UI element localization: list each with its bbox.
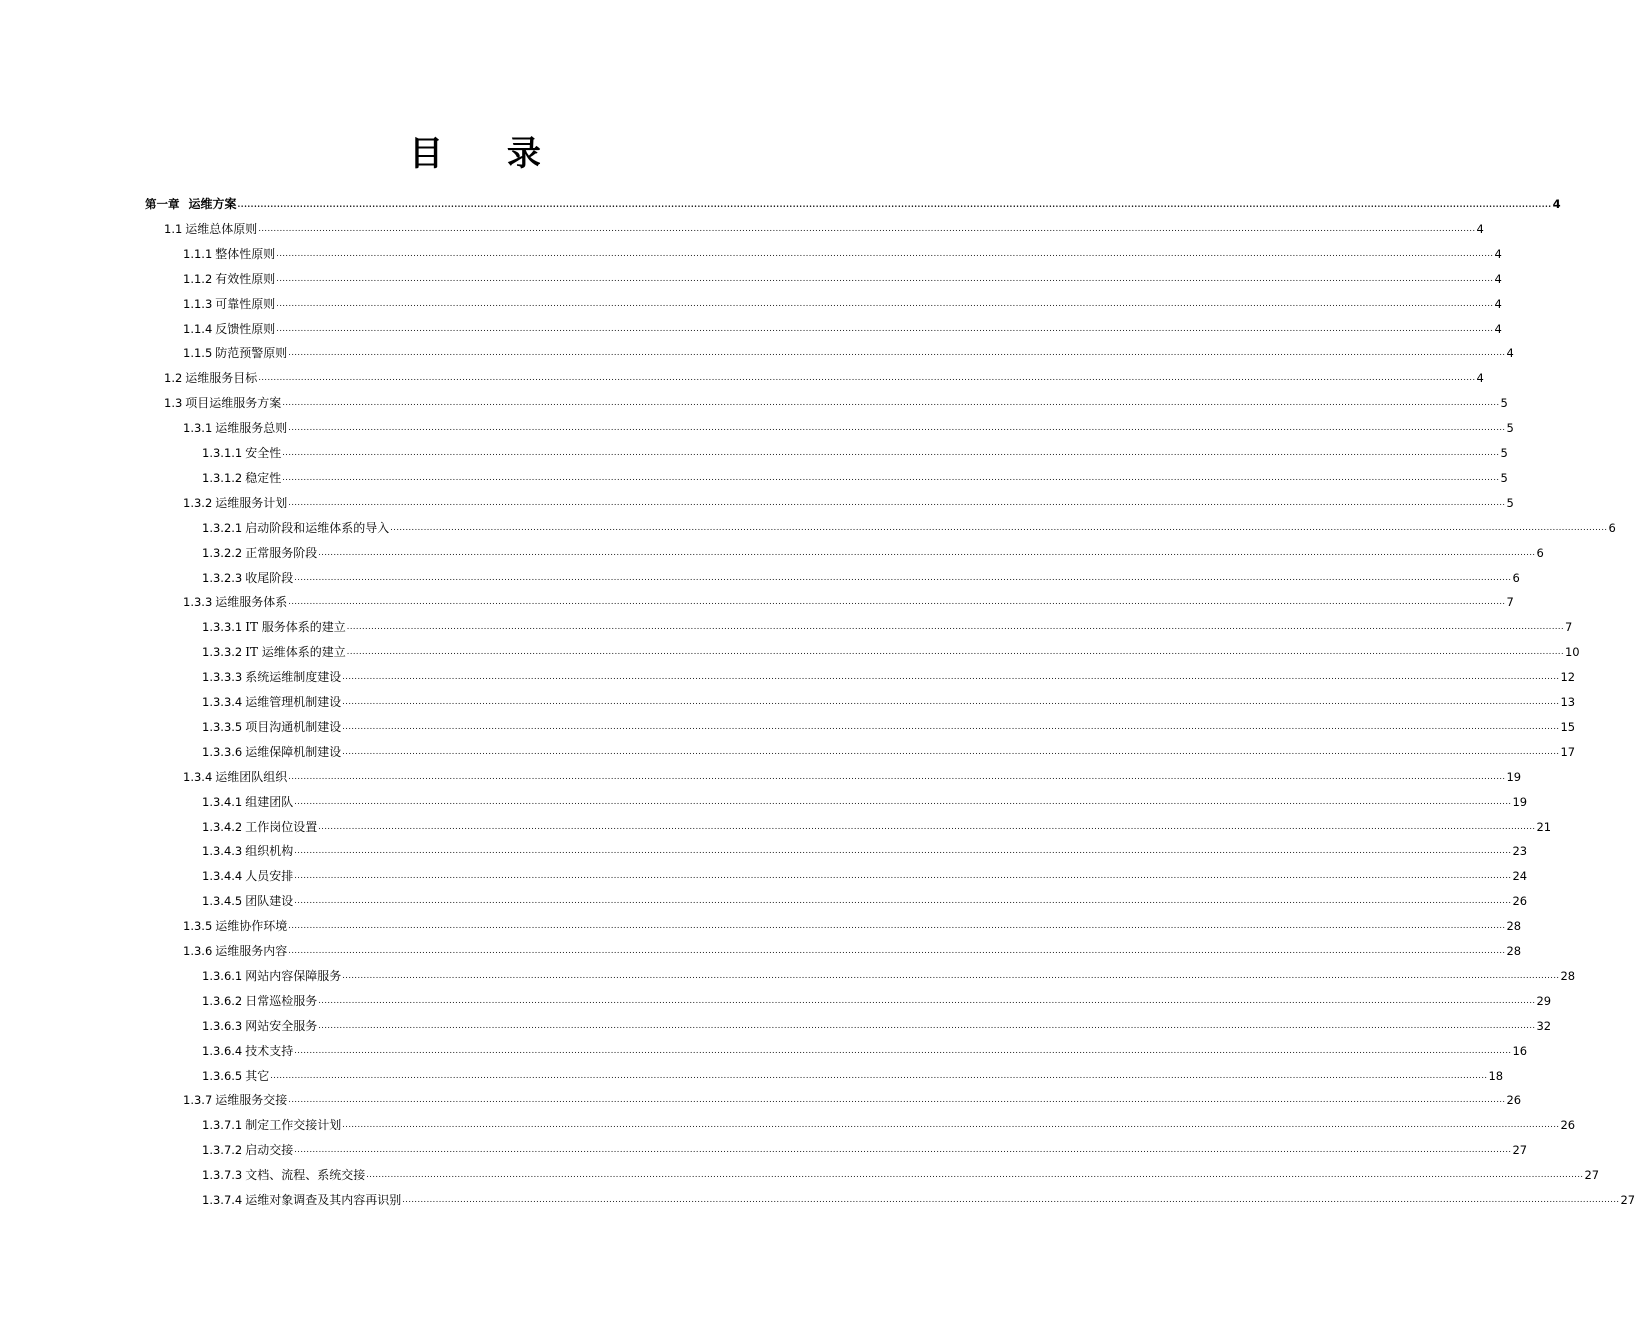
toc-leader-dots: ................................................................................................................................................................................................................................................................................................................................................................................................................ [318, 1020, 1536, 1030]
toc-entry[interactable] [183, 294, 1502, 314]
toc-entry-text: 运维服务计划 [215, 495, 288, 510]
toc-entry-label [202, 792, 293, 812]
toc-entry-number: 1.3.4.1 [202, 794, 243, 809]
toc-entry-number: 1.1 [164, 221, 183, 236]
toc-entry-text: 稳定性 [245, 470, 282, 485]
toc-entry-text: 安全性 [245, 446, 282, 460]
toc-page-number: 12 [1560, 670, 1576, 685]
toc-entry-number: 1.3.4.3 [202, 844, 243, 859]
toc-entry[interactable] [183, 493, 1514, 513]
toc-entry[interactable] [202, 717, 1576, 737]
toc-entry[interactable] [202, 792, 1528, 812]
toc-leader-dots: ................................................................................................................................................................................................................................................................................................................................................................................................................ [346, 622, 1564, 632]
toc-page-number: 5 [1500, 396, 1508, 411]
toc-entry-label [202, 841, 293, 861]
toc-entry[interactable] [202, 1190, 1635, 1210]
toc-entry[interactable] [164, 368, 1484, 388]
toc-leader-dots: ................................................................................................................................................................................................................................................................................................................................................................................................................ [270, 1070, 1488, 1080]
toc-entry[interactable] [202, 617, 1573, 637]
toc-entry-label [202, 642, 346, 662]
toc-entry-number: 1.3.3.3 [202, 670, 243, 685]
toc-entry-number: 1.1.3 [183, 296, 213, 311]
toc-entry[interactable] [183, 916, 1522, 936]
toc-entry-text: 运维管理机制建设 [245, 695, 342, 709]
toc-page-number: 15 [1560, 719, 1576, 734]
toc-page-number: 4 [1552, 197, 1561, 211]
toc-entry-label [183, 244, 275, 264]
toc-page-number: 4 [1494, 321, 1502, 336]
toc-entry-text: 运维总体原则 [185, 221, 258, 236]
toc-entry-text: IT 运维体系的建立 [245, 645, 346, 660]
toc-entry[interactable] [202, 817, 1552, 837]
toc-entry-label [183, 294, 275, 314]
toc-leader-dots: ................................................................................................................................................................................................................................................................................................................................................................................................................ [346, 647, 1564, 657]
toc-entry-number: 1.3.2 [183, 495, 213, 510]
toc-entry[interactable] [183, 244, 1502, 264]
toc-entry-text: 有效性原则 [215, 271, 276, 286]
toc-leader-dots: ................................................................................................................................................................................................................................................................................................................................................................................................................ [294, 846, 1512, 856]
toc-leader-dots: ................................................................................................................................................................................................................................................................................................................................................................................................................ [288, 597, 1506, 607]
toc-entry-number: 1.3 [164, 396, 183, 411]
toc-page-number: 28 [1506, 919, 1522, 934]
toc-entry-label [183, 767, 287, 787]
toc-entry-label [202, 1016, 317, 1036]
toc-entry[interactable] [183, 269, 1502, 289]
toc-entry-number: 1.3.7.1 [202, 1118, 243, 1133]
toc-entry-number: 1.2 [164, 371, 183, 386]
toc-entry[interactable] [202, 543, 1544, 563]
toc-leader-dots: ................................................................................................................................................................................................................................................................................................................................................................................................................ [276, 298, 1494, 308]
toc-leader-dots: ................................................................................................................................................................................................................................................................................................................................................................................................................ [288, 1095, 1506, 1105]
toc-entry-number: 1.3.3.4 [202, 695, 243, 709]
toc-entry-text: 组建团队 [245, 794, 294, 809]
toc-entry[interactable] [202, 1115, 1576, 1135]
toc-leader-dots: ................................................................................................................................................................................................................................................................................................................................................................................................................ [342, 697, 1560, 706]
toc-entry-text: 运维团队组织 [215, 769, 288, 784]
toc-leader-dots: ................................................................................................................................................................................................................................................................................................................................................................................................................ [282, 448, 1500, 457]
toc-entry-number: 1.3.6.3 [202, 1018, 243, 1033]
toc-page-number: 19 [1506, 769, 1522, 784]
toc-page-number: 26 [1506, 1093, 1522, 1108]
toc-entry[interactable] [183, 319, 1502, 339]
toc-entry-number: 1.3.4.4 [202, 869, 243, 884]
toc-page-number: 6 [1536, 545, 1544, 560]
toc-page-number: 4 [1494, 296, 1502, 311]
toc-leader-dots: ................................................................................................................................................................................................................................................................................................................................................................................................................ [288, 771, 1506, 781]
toc-entry-label [145, 194, 237, 214]
toc-leader-dots: ................................................................................................................................................................................................................................................................................................................................................................................................................ [288, 348, 1506, 358]
toc-entry-label [164, 219, 257, 239]
toc-entry-number: 第一章 [145, 197, 180, 211]
toc-entry-text: 可靠性原则 [215, 296, 276, 311]
toc-leader-dots: ................................................................................................................................................................................................................................................................................................................................................................................................................ [402, 1195, 1620, 1204]
toc-leader-dots: ................................................................................................................................................................................................................................................................................................................................................................................................................ [342, 721, 1560, 731]
toc-page-number: 32 [1536, 1018, 1552, 1033]
toc-entry-number: 1.3.1.2 [202, 470, 243, 485]
toc-entry[interactable] [202, 518, 1616, 538]
toc-entry-label [183, 916, 287, 936]
toc-entry[interactable] [183, 418, 1514, 438]
toc-leader-dots: ................................................................................................................................................................................................................................................................................................................................................................................................................ [294, 871, 1512, 881]
toc-page-number: 5 [1506, 421, 1514, 436]
toc-page-number: 5 [1500, 470, 1508, 485]
toc-page-number: 4 [1476, 221, 1484, 236]
toc-entry-label [202, 1190, 401, 1210]
toc-entry-number: 1.3.6.1 [202, 968, 243, 983]
toc-entry[interactable] [183, 941, 1522, 961]
toc-entry[interactable] [202, 1165, 1600, 1185]
toc-leader-dots: ................................................................................................................................................................................................................................................................................................................................................................................................................ [294, 1145, 1512, 1155]
toc-entry-number: 1.3.3.6 [202, 744, 243, 759]
toc-entry-label [183, 343, 287, 363]
toc-entry-label [202, 1165, 365, 1185]
toc-leader-dots: ................................................................................................................................................................................................................................................................................................................................................................................................................ [258, 373, 1476, 383]
toc-entry-number: 1.1.1 [183, 246, 213, 261]
toc-entry-label [164, 393, 281, 413]
toc-entry-text: 反馈性原则 [215, 321, 276, 336]
toc-entry[interactable] [202, 841, 1528, 861]
toc-page-number: 17 [1560, 744, 1576, 759]
toc-page-number: 28 [1506, 944, 1522, 958]
toc-leader-dots: ................................................................................................................................................................................................................................................................................................................................................................................................................ [288, 921, 1506, 931]
toc-page-number: 26 [1512, 894, 1528, 909]
toc-entry-label [183, 941, 287, 961]
toc-entry-label [202, 1115, 341, 1135]
toc-leader-dots: ................................................................................................................................................................................................................................................................................................................................................................................................................ [294, 572, 1512, 582]
toc-entry-text: 工作岗位设置 [245, 819, 318, 834]
toc-entry-label [183, 269, 275, 289]
toc-entry-text: 防范预警原则 [215, 346, 288, 361]
toc-entry-text: 运维服务总则 [215, 421, 288, 436]
toc-entry-label [164, 368, 257, 388]
toc-entry-number: 1.3.7.4 [202, 1193, 243, 1207]
toc-entry[interactable] [202, 866, 1528, 886]
toc-entry-text: 系统运维制度建设 [245, 670, 342, 685]
toc-entry-text: 组织机构 [245, 844, 294, 859]
toc-entry-label [202, 692, 341, 712]
toc-leader-dots: ................................................................................................................................................................................................................................................................................................................................................................................................................ [288, 423, 1506, 433]
toc-entry-label [202, 817, 317, 837]
toc-entry-label [202, 543, 317, 563]
toc-entry-label [202, 518, 389, 538]
toc-entry-label [202, 443, 281, 463]
toc-leader-dots: ................................................................................................................................................................................................................................................................................................................................................................................................................ [282, 472, 1500, 482]
toc-entry[interactable] [202, 1041, 1528, 1061]
toc-entry[interactable] [202, 568, 1520, 588]
toc-entry-text: 运维对象调查及其内容再识别 [245, 1193, 402, 1207]
toc-entry-label [183, 319, 275, 339]
toc-page-number: 5 [1500, 446, 1508, 460]
toc-leader-dots: ................................................................................................................................................................................................................................................................................................................................................................................................................ [318, 821, 1536, 831]
toc-entry[interactable] [202, 891, 1528, 911]
toc-page-number: 10 [1564, 645, 1580, 660]
toc-entry-text: 制定工作交接计划 [245, 1118, 342, 1133]
toc-leader-dots: ................................................................................................................................................................................................................................................................................................................................................................................................................ [318, 547, 1536, 557]
toc-entry-number: 1.1.5 [183, 346, 213, 361]
toc-entry-number: 1.3.3.5 [202, 719, 243, 734]
toc-page-number: 4 [1476, 371, 1484, 386]
toc-page-number: 28 [1560, 968, 1576, 983]
toc-entry-number: 1.3.4.2 [202, 819, 243, 834]
toc-entry-label [202, 742, 341, 762]
toc-entry-number: 1.3.4 [183, 769, 213, 784]
toc-entry-label [183, 418, 287, 438]
toc-entry[interactable] [202, 1140, 1528, 1160]
toc-entry-label [202, 617, 346, 637]
toc-page-number: 19 [1512, 794, 1528, 809]
toc-leader-dots: ................................................................................................................................................................................................................................................................................................................................................................................................................ [342, 1120, 1560, 1130]
toc-page-number: 27 [1512, 1143, 1528, 1158]
toc-page-number: 16 [1512, 1043, 1528, 1058]
toc-entry-number: 1.3.1 [183, 421, 213, 436]
toc-entry[interactable] [202, 667, 1576, 687]
toc-entry[interactable] [202, 991, 1552, 1011]
toc-entry-label [202, 1066, 269, 1086]
toc-page-number: 26 [1560, 1118, 1576, 1133]
toc-entry-text: 项目沟通机制建设 [245, 719, 342, 734]
toc-leader-dots: ................................................................................................................................................................................................................................................................................................................................................................................................................ [288, 497, 1506, 507]
toc-entry-number: 1.3.6.5 [202, 1068, 243, 1083]
toc-entry-label [202, 667, 341, 687]
toc-entry-number: 1.3.1.1 [202, 446, 243, 460]
toc-entry-number: 1.3.3.1 [202, 620, 243, 635]
toc-entry-label [183, 1090, 287, 1110]
toc-entry[interactable] [183, 1090, 1522, 1110]
toc-entry-label [202, 966, 341, 986]
toc-page-number: 7 [1564, 620, 1573, 635]
toc-entry-text: 人员安排 [245, 869, 294, 884]
toc-entry-text: 技术支持 [245, 1043, 294, 1058]
toc-entry[interactable] [202, 443, 1508, 463]
toc-page-number: 23 [1512, 844, 1528, 859]
toc-entry-text: 运维服务体系 [215, 595, 288, 610]
toc-entry-text: IT 服务体系的建立 [245, 620, 346, 635]
toc-page-number: 6 [1512, 570, 1520, 585]
toc-leader-dots: ................................................................................................................................................................................................................................................................................................................................................................................................................ [342, 672, 1560, 682]
toc-entry-text: 日常巡检服务 [245, 993, 318, 1008]
toc-entry-text: 运维协作环境 [215, 919, 288, 934]
toc-entry-text: 整体性原则 [215, 246, 276, 261]
toc-entry-number: 1.3.4.5 [202, 894, 243, 909]
toc-entry[interactable] [202, 966, 1576, 986]
toc-entry-label [183, 592, 287, 612]
toc-entry[interactable] [202, 1066, 1504, 1086]
toc-entry-label [202, 1041, 293, 1061]
toc-entry[interactable] [164, 393, 1508, 413]
toc-entry-number: 1.3.2.2 [202, 545, 243, 560]
toc-leader-dots: ................................................................................................................................................................................................................................................................................................................................................................................................................ [276, 323, 1494, 333]
toc-entry-text: 网站内容保障服务 [245, 968, 342, 983]
toc-page-number: 5 [1506, 495, 1514, 510]
toc-leader-dots: ................................................................................................................................................................................................................................................................................................................................................................................................................ [282, 398, 1500, 408]
toc-entry-label [202, 891, 293, 911]
toc-entry-number: 1.3.6 [183, 944, 213, 958]
toc-page-number: 27 [1620, 1193, 1635, 1207]
toc-leader-dots: ................................................................................................................................................................................................................................................................................................................................................................................................................ [342, 746, 1560, 756]
toc-entry-label [202, 568, 293, 588]
toc-leader-dots: ................................................................................................................................................................................................................................................................................................................................................................................................................ [294, 1045, 1512, 1055]
toc-entry-text: 启动阶段和运维体系的导入 [245, 520, 390, 535]
toc-entry[interactable] [145, 194, 1561, 214]
toc-page-number: 4 [1494, 271, 1502, 286]
toc-page-number: 27 [1584, 1168, 1600, 1183]
toc-entry-text: 网站安全服务 [245, 1018, 318, 1033]
toc-entry-text: 运维保障机制建设 [245, 744, 342, 759]
toc-page-number: 24 [1512, 869, 1528, 884]
toc-entry-text: 运维服务目标 [185, 371, 258, 386]
toc-entry-text: 运维服务交接 [215, 1093, 288, 1108]
toc-entry-number: 1.3.5 [183, 919, 213, 934]
toc-entry-number: 1.3.7.2 [202, 1143, 243, 1158]
toc-entry-text: 项目运维服务方案 [185, 396, 282, 411]
toc-entry-text: 其它 [245, 1068, 270, 1083]
toc-entry-label [202, 717, 341, 737]
toc-entry-label [202, 468, 281, 488]
toc-entry-text: 收尾阶段 [245, 570, 294, 585]
toc-page-number: 7 [1506, 595, 1514, 610]
toc-entry-number: 1.3.6.2 [202, 993, 243, 1008]
toc-entry[interactable] [202, 742, 1576, 762]
toc-page-number: 4 [1494, 246, 1502, 261]
toc-entry[interactable] [202, 468, 1508, 488]
toc-page-number: 4 [1506, 346, 1514, 361]
toc-leader-dots: ................................................................................................................................................................................................................................................................................................................................................................................................................ [294, 796, 1512, 806]
toc-page-number: 29 [1536, 993, 1552, 1008]
toc-entry-label [202, 866, 293, 886]
toc-entry-number: 1.3.2.3 [202, 570, 243, 585]
toc-entry-text: 团队建设 [245, 894, 294, 909]
toc-leader-dots: ................................................................................................................................................................................................................................................................................................................................................................................................................ [276, 248, 1494, 258]
toc-entry-text: 运维服务内容 [215, 944, 288, 958]
toc-entry-label [183, 493, 287, 513]
toc-leader-dots: ................................................................................................................................................................................................................................................................................................................................................................................................................ [390, 522, 1608, 532]
toc-entry[interactable] [164, 219, 1484, 239]
toc-entry-number: 1.1.4 [183, 321, 213, 336]
toc-entry[interactable] [183, 343, 1514, 363]
toc-entry[interactable] [202, 642, 1580, 662]
toc-entry-text: 正常服务阶段 [245, 545, 318, 560]
toc-page-number: 6 [1608, 520, 1616, 535]
toc-entry-number: 1.3.3.2 [202, 645, 243, 660]
toc-entry[interactable] [202, 692, 1576, 712]
toc-entry-text: 运维方案 [188, 197, 237, 211]
toc-entry-number: 1.3.2.1 [202, 520, 243, 535]
toc-entry-number: 1.3.7 [183, 1093, 213, 1108]
toc-leader-dots: ................................................................................................................................................................................................................................................................................................................................................................................................................ [258, 223, 1476, 233]
toc-entry[interactable] [183, 592, 1514, 612]
toc-entry-number: 1.3.3 [183, 595, 213, 610]
toc-entry-label [202, 991, 317, 1011]
toc-leader-dots: ................................................................................................................................................................................................................................................................................................................................................................................................................ [294, 896, 1512, 906]
toc-entry[interactable] [202, 1016, 1552, 1036]
toc-page-number: 21 [1536, 819, 1552, 834]
toc-entry-number: 1.3.6.4 [202, 1043, 243, 1058]
toc-leader-dots: ................................................................................................................................................................................................................................................................................................................................................................................................................ [366, 1170, 1584, 1180]
toc-entry-text: 文档、流程、系统交接 [245, 1168, 366, 1183]
toc-leader-dots: ................................................................................................................................................................................................................................................................................................................................................................................................................ [288, 946, 1506, 955]
toc-leader-dots: ................................................................................................................................................................................................................................................................................................................................................................................................................ [237, 199, 1552, 209]
toc-entry-number: 1.3.7.3 [202, 1168, 243, 1183]
toc-leader-dots: ................................................................................................................................................................................................................................................................................................................................................................................................................ [276, 273, 1494, 283]
toc-entry-number: 1.1.2 [183, 271, 213, 286]
toc-page-number: 13 [1560, 695, 1576, 709]
toc-entry-text: 启动交接 [245, 1143, 294, 1158]
toc-leader-dots: ................................................................................................................................................................................................................................................................................................................................................................................................................ [318, 995, 1536, 1005]
toc-entry-label [202, 1140, 293, 1160]
toc-entry[interactable] [183, 767, 1522, 787]
toc-leader-dots: ................................................................................................................................................................................................................................................................................................................................................................................................................ [342, 970, 1560, 980]
toc-page-number: 18 [1488, 1068, 1504, 1083]
page-title: 目 录 [409, 134, 567, 174]
